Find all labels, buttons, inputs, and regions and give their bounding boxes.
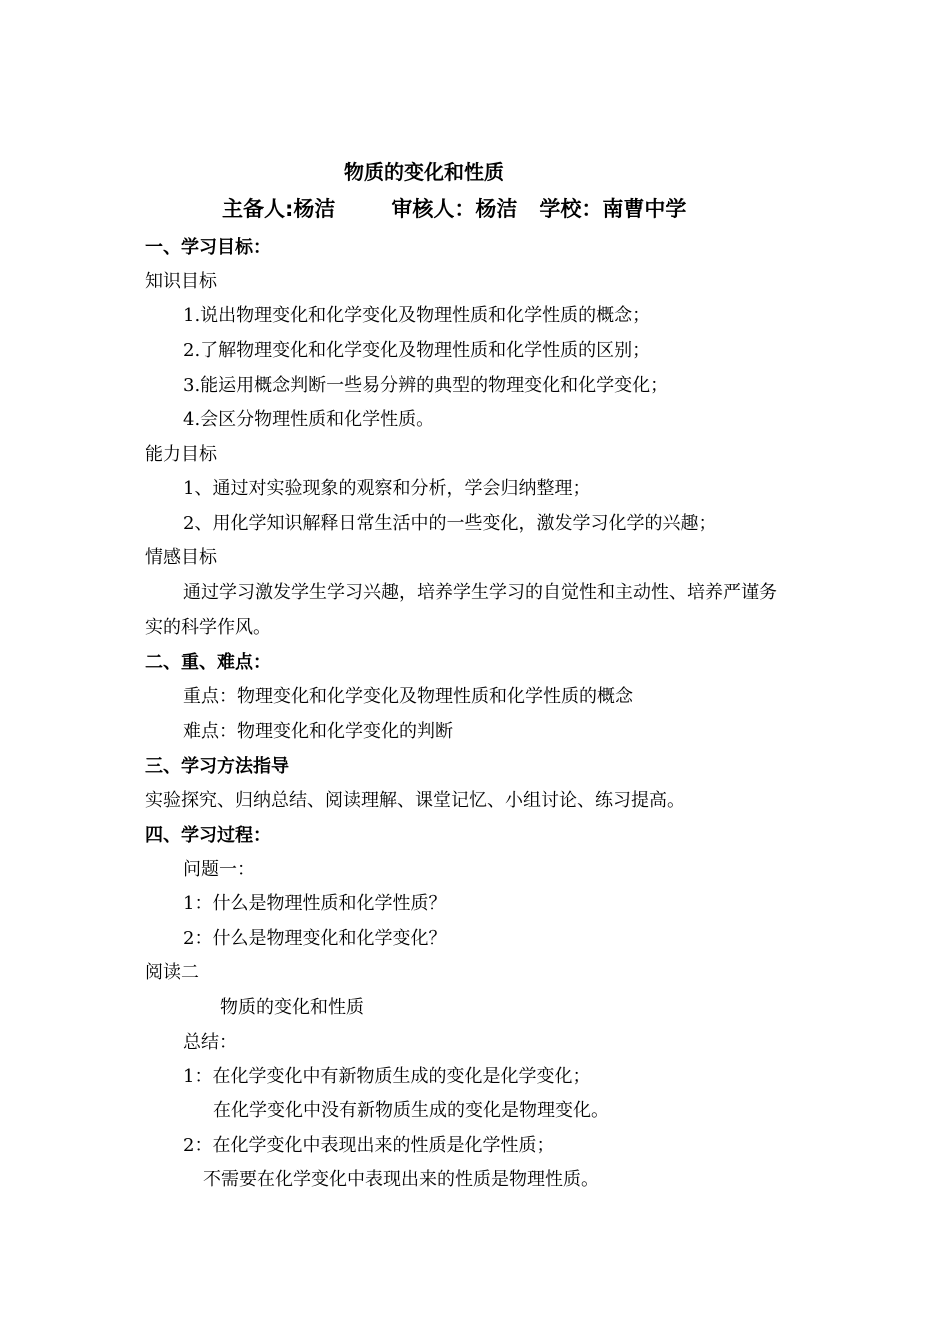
school-label: 学校：南曹中学 [539, 197, 687, 221]
ability-goal-item: 2、用化学知识解释日常生活中的一些变化，激发学习化学的兴趣； [183, 513, 717, 534]
document-title: 物质的变化和性质 [344, 160, 504, 184]
knowledge-goals-label: 知识目标 [145, 271, 217, 292]
summary-label: 总结： [183, 1032, 237, 1053]
ability-goals-label: 能力目标 [145, 444, 217, 465]
knowledge-goal-item: 1.说出物理变化和化学变化及物理性质和化学性质的概念； [183, 305, 651, 326]
summary-item: 在化学变化中没有新物质生成的变化是物理变化。 [213, 1100, 609, 1121]
methods-text: 实验探究、归纳总结、阅读理解、课堂记忆、小组讨论、练习提高。 [145, 790, 685, 811]
section-heading-process: 四、学习过程： [145, 825, 271, 846]
knowledge-goal-item: 2.了解物理变化和化学变化及物理性质和化学性质的区别； [183, 340, 651, 361]
key-point-text: 重点：物理变化和化学变化及物理性质和化学性质的概念 [183, 686, 633, 707]
summary-item: 2：在化学变化中表现出来的性质是化学性质； [183, 1135, 555, 1156]
ability-goal-item: 1、通过对实验现象的观察和分析，学会归纳整理； [183, 478, 591, 499]
question-one-label: 问题一： [183, 859, 255, 880]
knowledge-goal-item: 4.会区分物理性质和化学性质。 [183, 409, 435, 430]
section-heading-goals: 一、学习目标： [145, 237, 271, 258]
emotion-goal-text: 通过学习激发学生学习兴趣，培养学生学习的自觉性和主动性、培养严谨务 [183, 582, 777, 603]
section-heading-methods: 三、学习方法指导 [145, 756, 289, 777]
summary-item: 1：在化学变化中有新物质生成的变化是化学变化； [183, 1066, 591, 1087]
emotion-goals-label: 情感目标 [145, 547, 217, 568]
knowledge-goal-item: 3.能运用概念判断一些易分辨的典型的物理变化和化学变化； [183, 375, 669, 396]
difficult-point-text: 难点：物理变化和化学变化的判断 [183, 721, 453, 742]
reading-two-label: 阅读二 [145, 962, 199, 983]
summary-item: 不需要在化学变化中表现出来的性质是物理性质。 [203, 1169, 599, 1190]
question-item: 2：什么是物理变化和化学变化？ [183, 928, 447, 949]
question-item: 1：什么是物理性质和化学性质？ [183, 893, 447, 914]
emotion-goal-text-continued: 实的科学作风。 [145, 617, 271, 638]
preparer-label: 主备人:杨洁 [222, 197, 336, 221]
section-heading-key-points: 二、重、难点： [145, 652, 271, 673]
document-subtitle [222, 197, 686, 221]
reviewer-label: 审核人：杨洁 [391, 197, 518, 221]
reading-title: 物质的变化和性质 [220, 997, 364, 1018]
